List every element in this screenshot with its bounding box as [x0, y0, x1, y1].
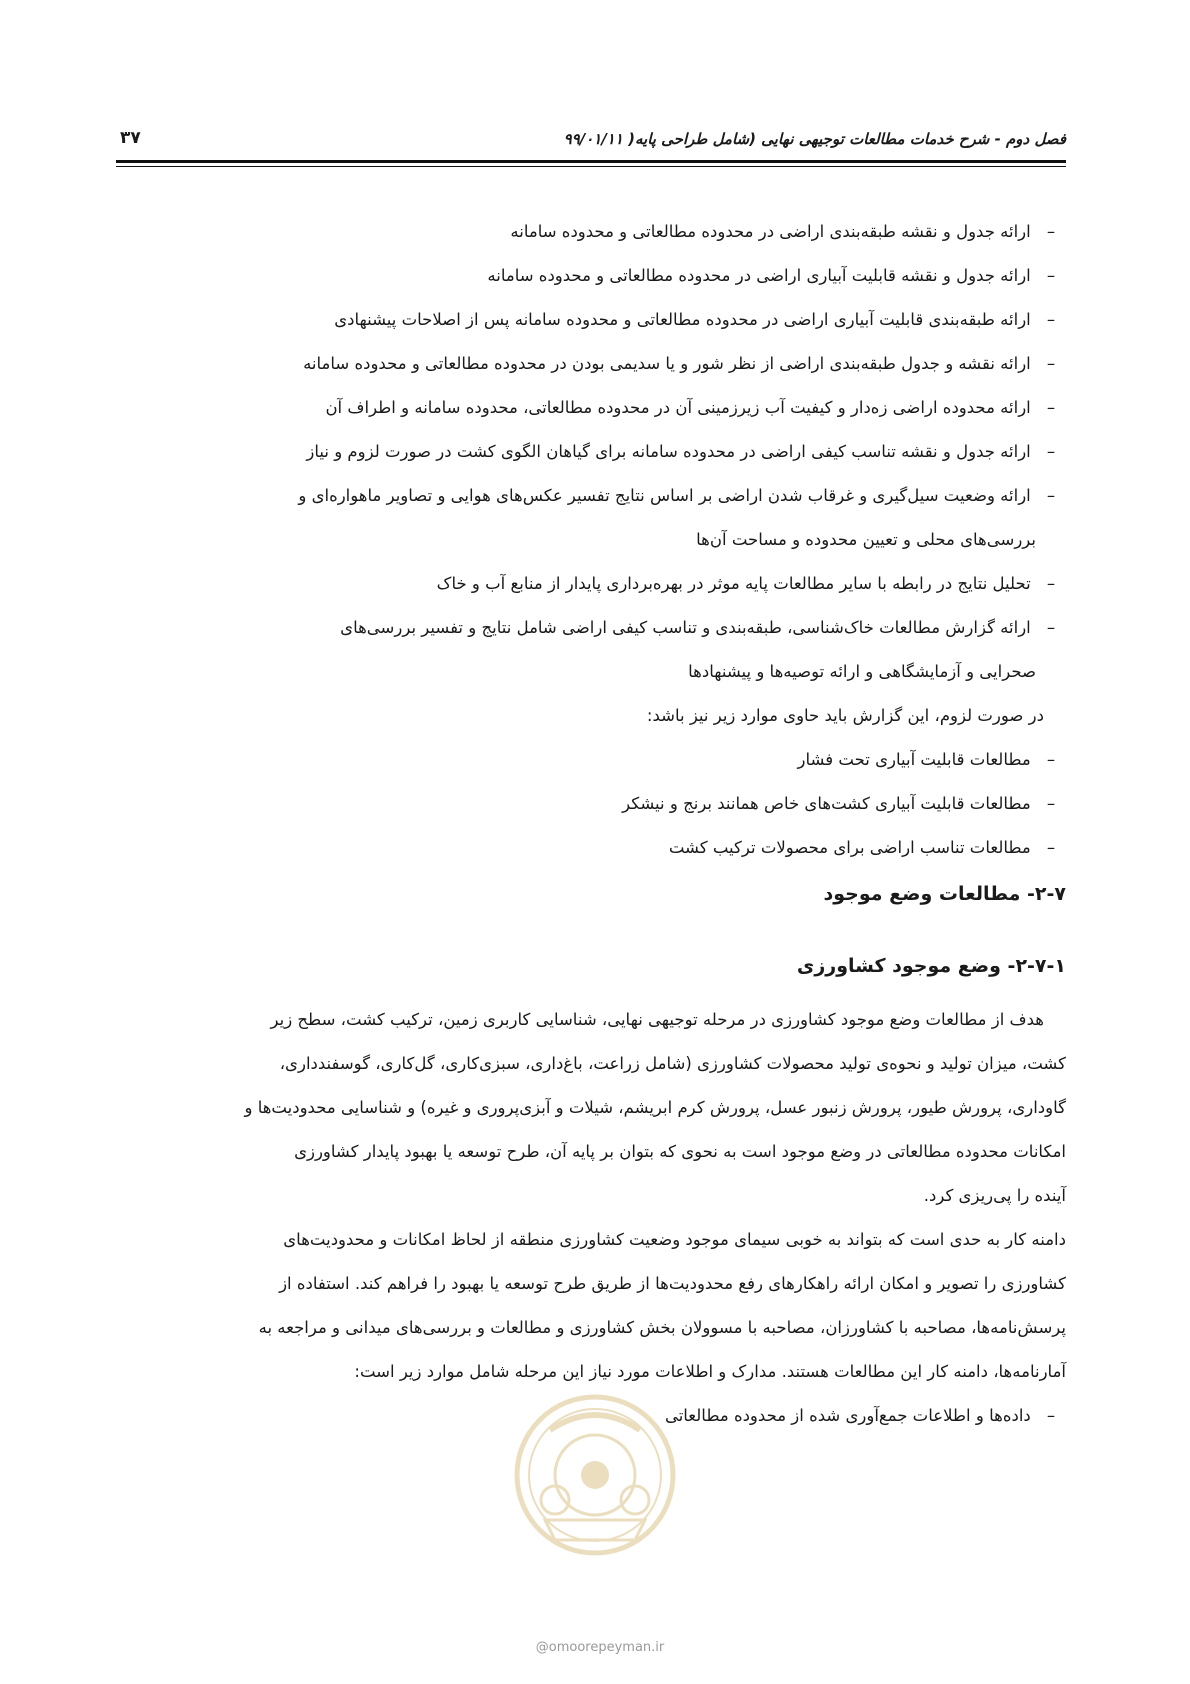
header-title: فصل دوم - شرح خدمات مطالعات توجیهی نهایی (شامل طراحی پایه( ۹۹/۰۱/۱۱ [563, 130, 1066, 148]
paragraph-line: گاوداری، پرورش طیور، پرورش زنبور عسل، پرورش کرم ابریشم، شیلات و آبزی‌پروری و غیره) و شناسایی محدودیت‌ها و [244, 1098, 1066, 1117]
list-item-text: داده‌ها و اطلاعات جمع‌آوری شده از محدوده مطالعاتی [664, 1406, 1031, 1425]
page-header [116, 124, 1066, 160]
list-item [116, 254, 1056, 298]
bullet-marker: – [1046, 574, 1056, 593]
watermark-seal-icon [510, 1390, 680, 1560]
list-item-text: مطالعات قابلیت آبیاری کشت‌های خاص همانند برنج و نیشکر [622, 794, 1031, 813]
list-item-text: ارائه جدول و نقشه تناسب کیفی اراضی در محدوده سامانه برای گیاهان الگوی کشت در صورت لزوم و نیاز [306, 442, 1031, 461]
list-item [116, 738, 1056, 782]
paragraph-line: پرسش‌نامه‌ها، مصاحبه با کشاورزان، مصاحبه با مسوولان بخش کشاورزی و مطالعات و بررسی‌های میدانی و مراجعه به [258, 1318, 1066, 1337]
paragraph-line: هدف از مطالعات وضع موجود کشاورزی در مرحله توجیهی نهایی، شناسایی کاربری زمین، ترکیب کشت، سطح زیر [270, 1010, 1044, 1029]
bullet-marker: – [1046, 266, 1056, 285]
list-item [116, 606, 1056, 650]
list-item-text: ارائه وضعیت سیل‌گیری و غرقاب شدن اراضی بر اساس نتایج تفسیر عکس‌های هوایی و تصاویر ماهواره‌ای و [298, 486, 1031, 505]
bullet-marker: – [1046, 398, 1056, 417]
header-rule-thin [116, 166, 1066, 167]
subsection-heading: ۲-۷-۱- وضع موجود کشاورزی [796, 955, 1066, 977]
list-item [116, 474, 1056, 518]
list-item [116, 298, 1056, 342]
section-heading: ۲-۷- مطالعات وضع موجود [823, 883, 1066, 905]
paragraph-line: امکانات محدوده مطالعاتی در وضع موجود است به نحوی که بتوان بر پایه آن، طرح توسعه یا بهبود پایدار کشاورزی [294, 1142, 1066, 1161]
bullet-marker: – [1046, 222, 1056, 241]
list-item [116, 826, 1056, 870]
bullet-marker: – [1046, 486, 1056, 505]
paragraph-line: آینده را پی‌ریزی کرد. [923, 1186, 1066, 1205]
bullet-marker: – [1046, 1406, 1056, 1425]
list-item-text: ارائه جدول و نقشه قابلیت آبیاری اراضی در محدوده مطالعاتی و محدوده سامانه [487, 266, 1031, 285]
list-item [116, 210, 1056, 254]
list-item [116, 782, 1056, 826]
list-item [116, 342, 1056, 386]
paragraph-line: کشت، میزان تولید و نحوه‌ی تولید محصولات کشاورزی (شامل زراعت، باغ‌داری، سبزی‌کاری، گل‌کاری، گوسفندداری، [279, 1054, 1066, 1073]
header-rule [116, 160, 1066, 163]
list-item-text: صحرایی و آزمایشگاهی و ارائه توصیه‌ها و پیشنهادها [688, 662, 1036, 681]
paragraph-line: آمارنامه‌ها، دامنه کار این مطالعات هستند. مدارک و اطلاعات مورد نیاز این مرحله شامل موارد زیر است: [354, 1362, 1066, 1381]
list-item [116, 430, 1056, 474]
watermark-url: @omoorepeyman.ir [535, 1640, 665, 1655]
list-item-text: تحلیل نتایج در رابطه با سایر مطالعات پایه موثر در بهره‌برداری پایدار از منابع آب و خاک [436, 574, 1031, 593]
list-item [116, 562, 1056, 606]
list-item-text: ارائه نقشه و جدول طبقه‌بندی اراضی از نظر شور و یا سدیمی بودن در محدوده مطالعاتی و محدوده سامانه [303, 354, 1031, 373]
list-item-continuation [116, 650, 1036, 694]
list-item-text: ارائه طبقه‌بندی قابلیت آبیاری اراضی در محدوده مطالعاتی و محدوده سامانه پس از اصلاحات پیشنهادی [334, 310, 1031, 329]
conditional-intro: در صورت لزوم، این گزارش باید حاوی موارد زیر نیز باشد: [646, 706, 1044, 725]
list-item-continuation [116, 518, 1036, 562]
paragraph-line: دامنه کار به حدی است که بتواند به خوبی سیمای موجود وضعیت کشاورزی منطقه از لحاظ امکانات و محدودیت‌های [283, 1230, 1066, 1249]
list-item-text: ارائه محدوده اراضی زه‌دار و کیفیت آب زیرزمینی آن در محدوده مطالعاتی، محدوده سامانه و اطراف آن [325, 398, 1031, 417]
bullet-marker: – [1046, 310, 1056, 329]
list-item [116, 386, 1056, 430]
bullet-marker: – [1046, 794, 1056, 813]
bullet-marker: – [1046, 354, 1056, 373]
list-item-text: ارائه گزارش مطالعات خاک‌شناسی، طبقه‌بندی و تناسب کیفی اراضی شامل نتایج و تفسیر بررسی‌های [340, 618, 1031, 637]
list-item-text: ارائه جدول و نقشه طبقه‌بندی اراضی در محدوده مطالعاتی و محدوده سامانه [510, 222, 1031, 241]
bullet-marker: – [1046, 618, 1056, 637]
bullet-marker: – [1046, 838, 1056, 857]
bullet-marker: – [1046, 442, 1056, 461]
bullet-marker: – [1046, 750, 1056, 769]
paragraph-line: کشاورزی را تصویر و امکان ارائه راهکارهای رفع محدودیت‌ها از طریق طرح توسعه یا بهبود را فراهم کند. استفاده از [279, 1274, 1066, 1293]
list-item-text: مطالعات قابلیت آبیاری تحت فشار [797, 750, 1031, 769]
page-number: ۳۷ [120, 128, 141, 148]
list-item-text: بررسی‌های محلی و تعیین محدوده و مساحت آن‌ها [696, 530, 1036, 549]
list-item-text: مطالعات تناسب اراضی برای محصولات ترکیب کشت [668, 838, 1031, 857]
